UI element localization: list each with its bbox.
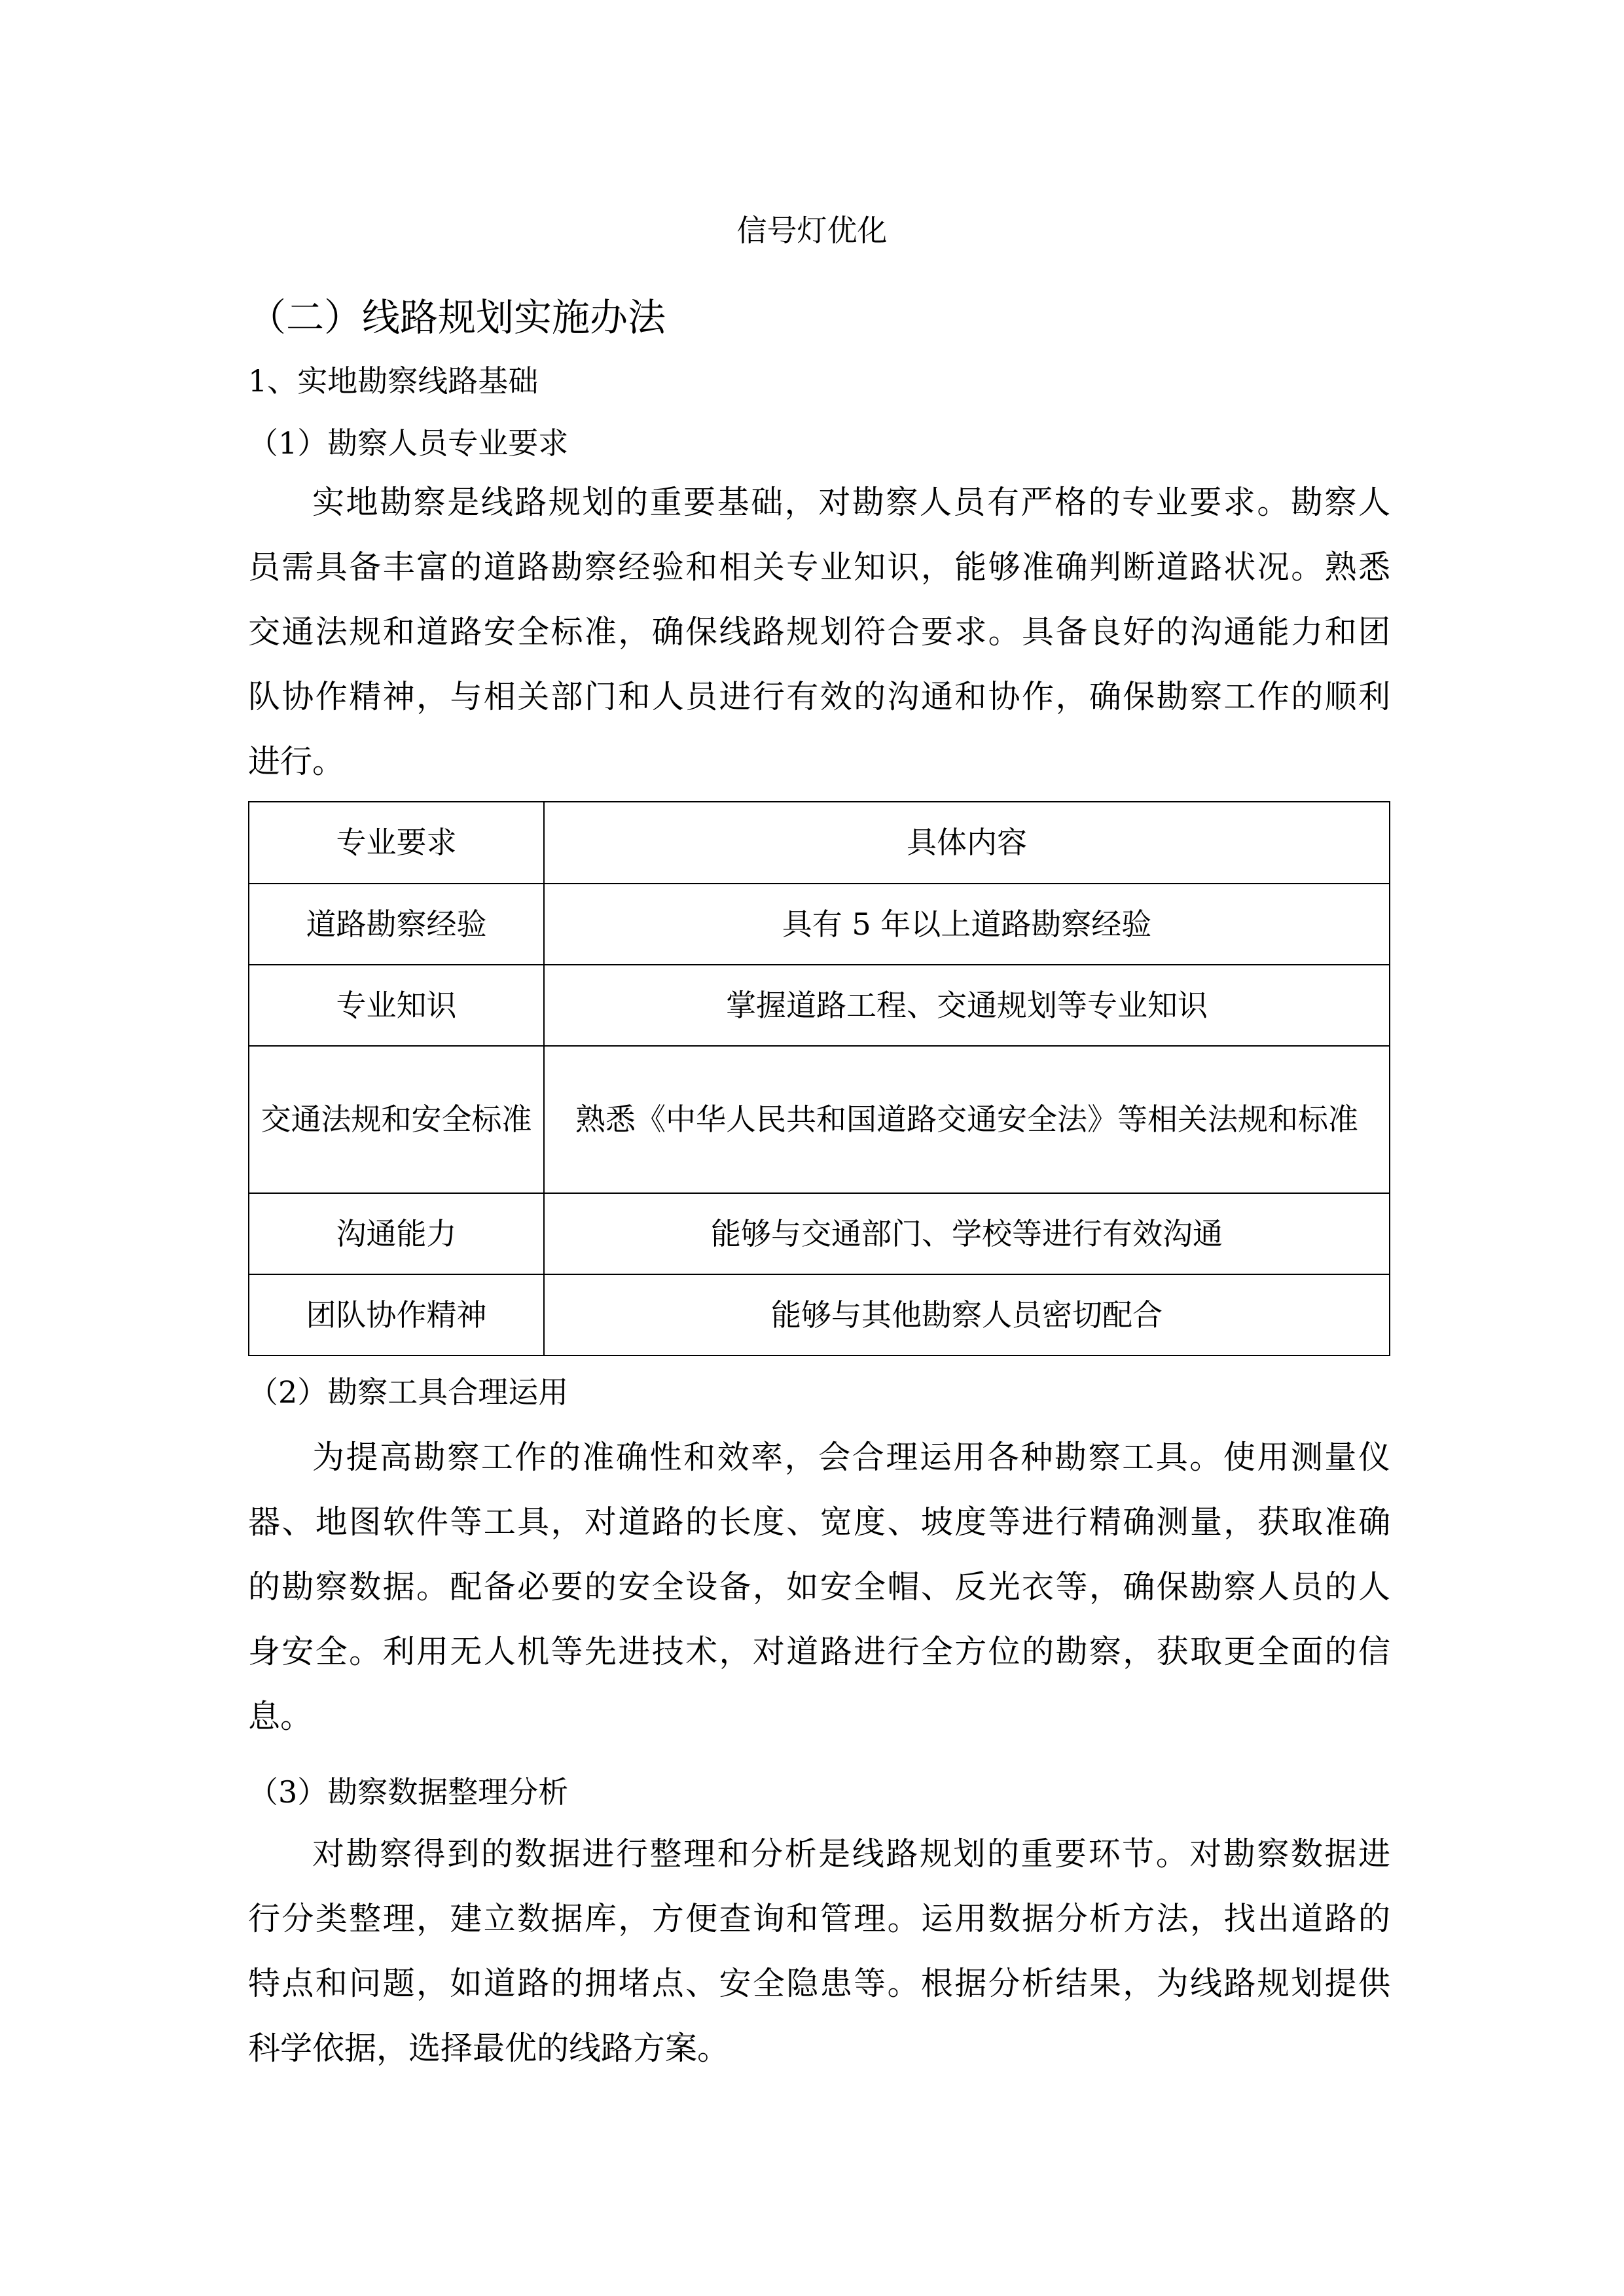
paragraph-line: 的勘察数据。配备必要的安全设备，如安全帽、反光衣等，确保勘察人员的人 [248, 1568, 1390, 1605]
paragraph-line: 息。 [248, 1698, 313, 1735]
table-row [249, 1193, 1390, 1274]
paragraph-2 [248, 1425, 1390, 1749]
paragraph-line: 队协作精神，与相关部门和人员进行有效的沟通和协作，确保勘察工作的顺利 [248, 678, 1390, 715]
paragraph-3 [248, 1821, 1390, 2081]
paragraph-line: 身安全。利用无人机等先进技术，对道路进行全方位的勘察，获取更全面的信 [248, 1633, 1390, 1670]
table-cell: 交通法规和安全标准 [249, 1046, 544, 1193]
sub-heading-2: （2）勘察工具合理运用 [248, 1374, 569, 1410]
table-header-row [249, 802, 1390, 884]
subsection-heading: 1、实地勘察线路基础 [248, 363, 539, 399]
table-cell: 道路勘察经验 [249, 884, 544, 965]
table-cell: 能够与其他勘察人员密切配合 [544, 1274, 1390, 1355]
sub-heading-3: （3）勘察数据整理分析 [248, 1774, 569, 1810]
paragraph-line: 科学依据，选择最优的线路方案。 [248, 2030, 730, 2067]
paragraph-line: 特点和问题，如道路的拥堵点、安全隐患等。根据分析结果，为线路规划提供 [248, 1965, 1390, 2002]
table-cell: 掌握道路工程、交通规划等专业知识 [544, 965, 1390, 1046]
paragraph-1 [248, 470, 1390, 794]
table-cell: 熟悉《中华人民共和国道路交通安全法》等相关法规和标准 [544, 1046, 1390, 1193]
paragraph-line: 器、地图软件等工具，对道路的长度、宽度、坡度等进行精确测量，获取准确 [248, 1503, 1390, 1541]
table-cell: 团队协作精神 [249, 1274, 544, 1355]
requirements-table [248, 801, 1390, 1356]
table-header-cell: 专业要求 [249, 802, 544, 884]
table-row [249, 965, 1390, 1046]
table-cell: 沟通能力 [249, 1193, 544, 1274]
paragraph-line: 进行。 [248, 743, 345, 780]
paragraph-line: 交通法规和道路安全标准，确保线路规划符合要求。具备良好的沟通能力和团 [248, 613, 1390, 651]
paragraph-line: 为提高勘察工作的准确性和效率，会合理运用各种勘察工具。使用测量仪 [312, 1439, 1390, 1476]
table-row [249, 884, 1390, 965]
paragraph-line: 行分类整理，建立数据库，方便查询和管理。运用数据分析方法，找出道路的 [248, 1900, 1390, 1937]
table-row [249, 1046, 1390, 1193]
sub-heading-1: （1）勘察人员专业要求 [248, 425, 569, 461]
paragraph-line: 员需具备丰富的道路勘察经验和相关专业知识，能够准确判断道路状况。熟悉 [248, 548, 1390, 586]
table-cell: 具有 5 年以上道路勘察经验 [544, 884, 1390, 965]
page-title: 信号灯优化 [736, 213, 888, 248]
section-heading: （二）线路规划实施办法 [248, 295, 666, 340]
paragraph-line: 对勘察得到的数据进行整理和分析是线路规划的重要环节。对勘察数据进 [312, 1835, 1390, 1873]
paragraph-line: 实地勘察是线路规划的重要基础，对勘察人员有严格的专业要求。勘察人 [312, 484, 1390, 521]
table-cell: 专业知识 [249, 965, 544, 1046]
table-cell: 能够与交通部门、学校等进行有效沟通 [544, 1193, 1390, 1274]
table-row [249, 1274, 1390, 1355]
table-header-cell: 具体内容 [544, 802, 1390, 884]
